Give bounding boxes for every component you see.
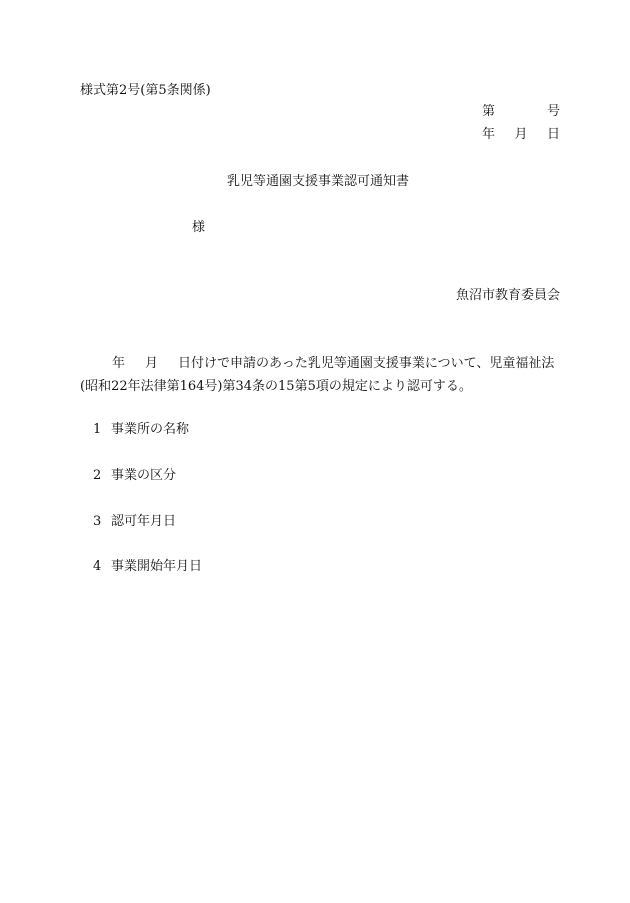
list-item — [93, 515, 176, 528]
number-suffix: 号 — [546, 104, 560, 119]
form-number-label: 様式第2号(第5条関係) — [80, 83, 211, 98]
date-year: 年 — [482, 127, 496, 142]
item-label: 認可年月日 — [111, 514, 177, 529]
body-line-1 — [80, 352, 562, 375]
body-line-1-text: 日付けで申請のあった乳児等通園支援事業について、児童福祉法 — [178, 356, 555, 371]
date-month: 月 — [514, 127, 528, 142]
document-date-row — [482, 128, 560, 141]
item-number: 3 — [93, 514, 102, 529]
date-day: 日 — [546, 127, 560, 142]
document-title: 乳児等通園支援事業認可通知書 — [227, 174, 410, 189]
list-item — [93, 423, 189, 436]
item-number: 2 — [93, 468, 102, 483]
body-line-2: (昭和22年法律第164号)第34条の15第5項の規定により認可する。 — [80, 379, 472, 394]
item-number: 1 — [93, 422, 102, 437]
list-item — [93, 560, 202, 573]
issuer-name: 魚沼市教育委員会 — [455, 288, 560, 303]
body-paragraph — [80, 352, 562, 398]
list-item — [93, 469, 176, 482]
document-number-row — [482, 105, 560, 118]
item-label: 事業の区分 — [111, 468, 177, 483]
item-label: 事業開始年月日 — [111, 559, 203, 574]
number-prefix: 第 — [482, 104, 496, 119]
item-label: 事業所の名称 — [111, 422, 190, 437]
addressee-honorific: 様 — [192, 220, 206, 235]
body-month: 月 — [145, 356, 159, 371]
body-year: 年 — [112, 356, 126, 371]
item-number: 4 — [93, 559, 102, 574]
